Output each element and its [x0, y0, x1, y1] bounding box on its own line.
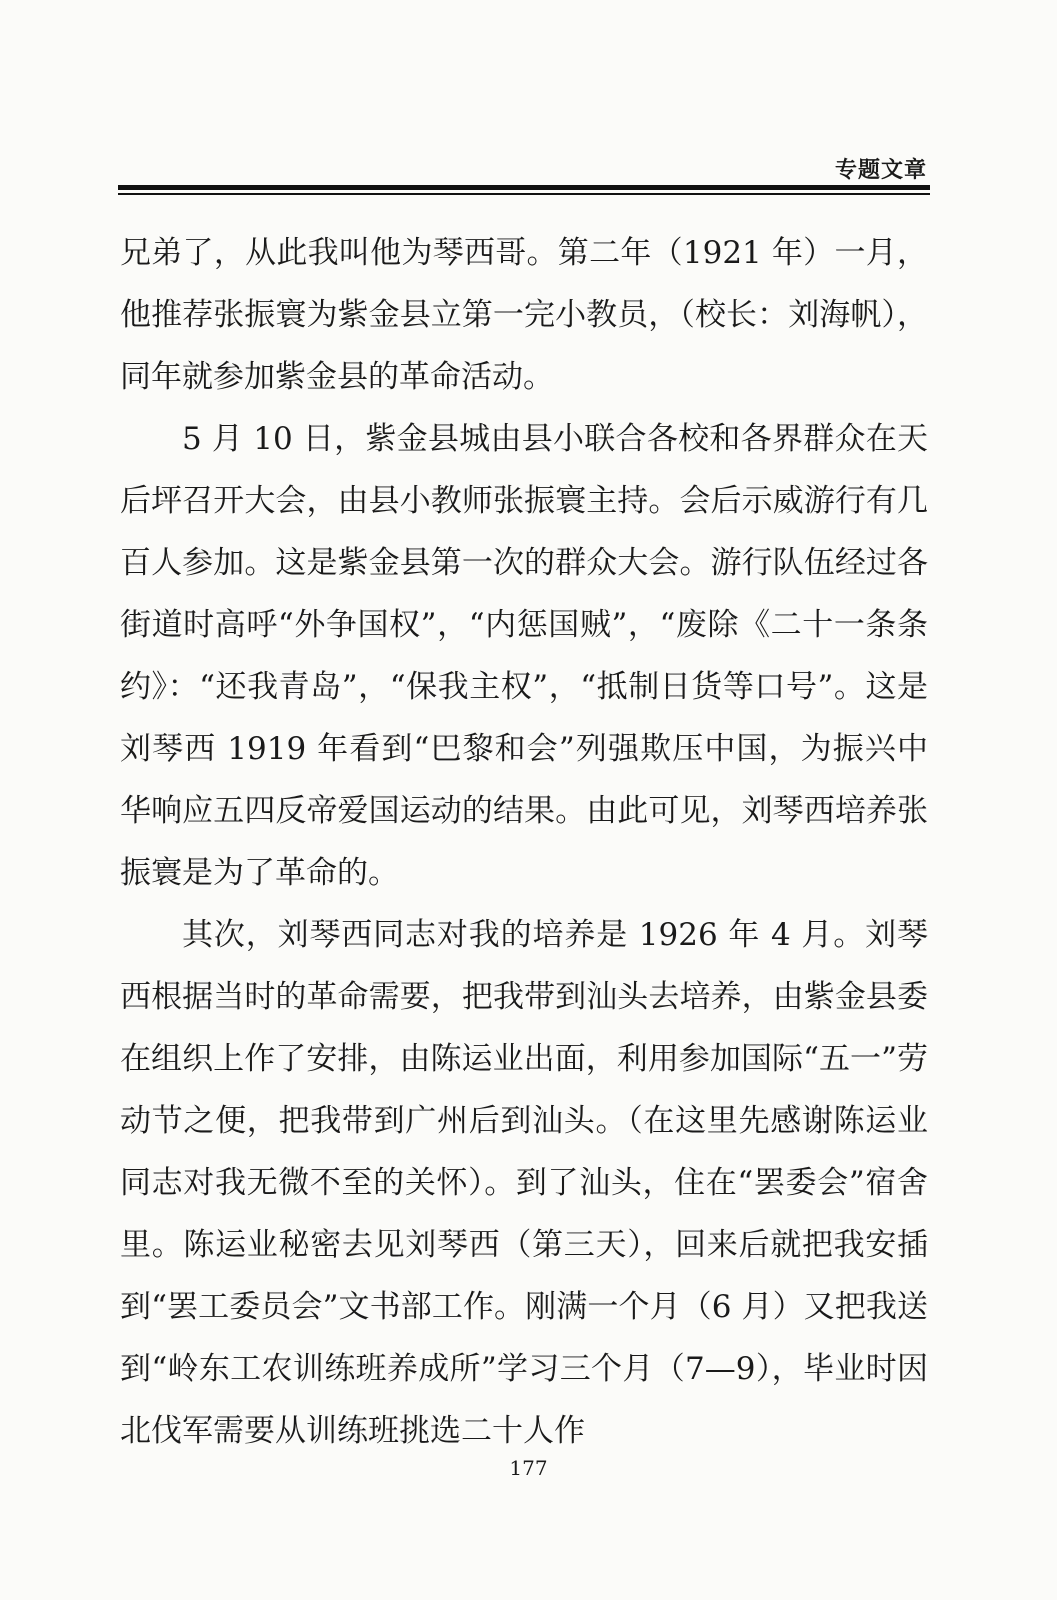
paragraph-continued: 兄弟了，从此我叫他为琴西哥。第二年（1921 年）一月，他推荐张振寰为紫金县立第一完小教员，（校长：刘海帆），同年就参加紫金县的革命活动。 [120, 235, 928, 395]
page-number: 177 [509, 1456, 548, 1480]
paragraph: 其次，刘琴西同志对我的培养是 1926 年 4 月。刘琴西根据当时的革命需要，把我带到汕头去培养，由紫金县委在组织上作了安排，由陈运业出面，利用参加国际“五一”劳动节之便，把我带到广州后到汕头。（在这里先感谢陈运业同志对我无微不至的关怀）。到了汕头，住在“罢委会”宿舍里。陈运业秘密去见刘琴西（第三天），回来后就把我安插到“罢工委员会”文书部工作。刚满一个月（6 月）又把我送到“岭东工农训练班养成所”学习三个月（7—9），毕业时因北伐军需要从训练班挑选二十人作 [120, 917, 928, 1449]
body-text [120, 222, 928, 1462]
section-label: 专题文章 [834, 158, 927, 183]
header-rule-thin [118, 193, 930, 195]
paragraph: 5 月 10 日，紫金县城由县小联合各校和各界群众在天后坪召开大会，由县小教师张振寰主持。会后示威游行有几百人参加。这是紫金县第一次的群众大会。游行队伍经过各街道时高呼“外争国权”，“内惩国贼”，“废除《二十一条条约》：“还我青岛”，“保我主权”，“抵制日货等口号”。这是刘琴西 1919 年看到“巴黎和会”列强欺压中国，为振兴中华响应五四反帝爱国运动的结果。由此可见，刘琴西培养张振寰是为了革命的。 [120, 421, 928, 891]
header-rule-thick [118, 185, 930, 190]
